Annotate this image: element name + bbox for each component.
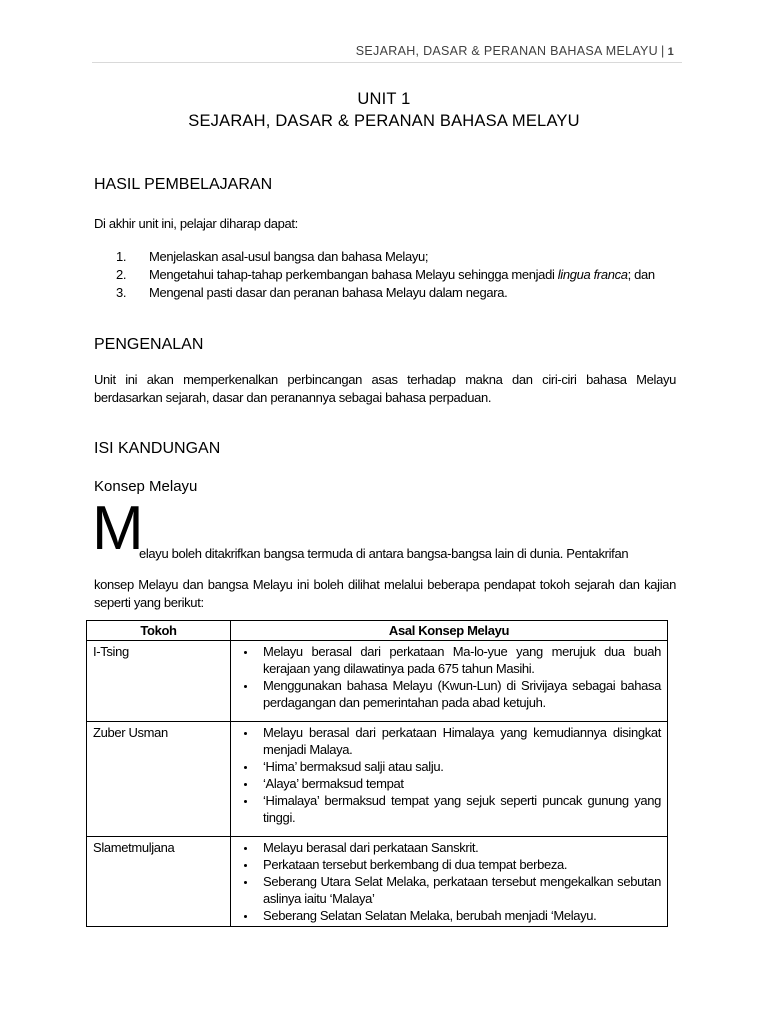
running-header	[356, 44, 674, 58]
list-item	[94, 266, 684, 284]
running-title: SEJARAH, DASAR & PERANAN BAHASA MELAYU	[355, 44, 659, 58]
tokoh-cell: Zuber Usman	[87, 722, 231, 837]
learning-outcomes-heading: HASIL PEMBELAJARAN	[94, 176, 273, 193]
introduction-heading: PENGENALAN	[94, 336, 204, 353]
learning-outcomes-list	[94, 248, 684, 302]
header-separator: |	[661, 44, 665, 58]
asal-cell	[231, 641, 668, 722]
list-text: Menjelaskan asal-usul bangsa dan bahasa Melayu;	[149, 249, 429, 264]
column-header-asal: Asal Konsep Melayu	[231, 621, 668, 641]
list-number: 1.	[116, 249, 127, 264]
introduction-body: Unit ini akan memperkenalkan perbincangan asas terhadap makna dan ciri-ciri bahasa Melayu berdasarkan sejarah, dasar dan peranannya sebagai bahasa perpaduan.	[94, 372, 676, 405]
table-row	[87, 837, 668, 927]
list-number: 3.	[116, 285, 127, 300]
unit-subtitle: SEJARAH, DASAR & PERANAN BAHASA MELAYU	[188, 112, 580, 130]
tokoh-cell: Slametmuljana	[87, 837, 231, 927]
list-item	[94, 248, 684, 266]
bullet-point: • ‘Hima’ bermaksud salji atau salju.	[257, 758, 661, 775]
table-header-row	[87, 621, 668, 641]
list-number: 2.	[116, 267, 127, 282]
bullet-point: • Menggunakan bahasa Melayu (Kwun-Lun) di Srivijaya sebagai bahasa perdagangan dan pemerintahan pada abad ketujuh.	[257, 677, 661, 711]
column-header-tokoh: Tokoh	[87, 621, 231, 641]
learning-outcomes-intro: Di akhir unit ini, pelajar diharap dapat:	[94, 216, 298, 231]
contents-subheading: Konsep Melayu	[94, 478, 198, 495]
asal-cell	[231, 837, 668, 927]
header-rule	[92, 62, 682, 63]
table-row	[87, 722, 668, 837]
bullet-point: • Perkataan tersebut berkembang di dua tempat berbeza.	[257, 856, 661, 873]
concept-table	[86, 620, 668, 927]
bullet-point: • ‘Himalaya’ bermaksud tempat yang sejuk seperti puncak gunung yang tinggi.	[257, 792, 661, 826]
unit-title-block	[0, 88, 768, 132]
bullet-point: • Melayu berasal dari perkataan Himalaya yang kemudiannya disingkat menjadi Malaya.	[257, 724, 661, 758]
list-text: Mengenal pasti dasar dan peranan bahasa Melayu dalam negara.	[149, 285, 508, 300]
list-text	[141, 266, 655, 284]
tokoh-cell: I-Tsing	[87, 641, 231, 722]
asal-cell	[231, 722, 668, 837]
bullet-point: • Melayu berasal dari perkataan Ma-lo-yue yang merujuk dua buah kerajaan yang dilawatinya pada 675 tahun Masihi.	[257, 643, 661, 677]
intro-first-line: elayu boleh ditakrifkan bangsa termuda di antara bangsa-bangsa lain di dunia. Pentakrifan	[139, 546, 629, 561]
list-item	[94, 284, 684, 302]
list-text-part: ; dan	[627, 267, 655, 282]
unit-number: UNIT 1	[357, 90, 411, 108]
bullet-point: • Melayu berasal dari perkataan Sanskrit.	[257, 839, 661, 856]
table-row	[87, 641, 668, 722]
intro-paragraph: konsep Melayu dan bangsa Melayu ini boleh dilihat melalui beberapa pendapat tokoh sejarah dan kajian seperti yang berikut:	[94, 577, 676, 610]
bullet-list	[237, 839, 661, 924]
bullet-list	[237, 724, 661, 826]
list-text-italic: lingua franca	[557, 267, 628, 282]
bullet-point: • Seberang Utara Selat Melaka, perkataan tersebut mengekalkan sebutan aslinya iaitu ‘Malaya’	[257, 873, 661, 907]
contents-heading: ISI KANDUNGAN	[94, 440, 221, 457]
list-text-part: Mengetahui tahap-tahap perkembangan bahasa Melayu sehingga menjadi	[149, 267, 558, 282]
bullet-point: • ‘Alaya’ bermaksud tempat	[257, 775, 661, 792]
drop-cap: M	[92, 494, 142, 563]
bullet-point: • Seberang Selatan Selatan Melaka, berubah menjadi ‘Melayu.	[257, 907, 661, 924]
page-number: 1	[667, 46, 674, 58]
bullet-list	[237, 643, 661, 711]
